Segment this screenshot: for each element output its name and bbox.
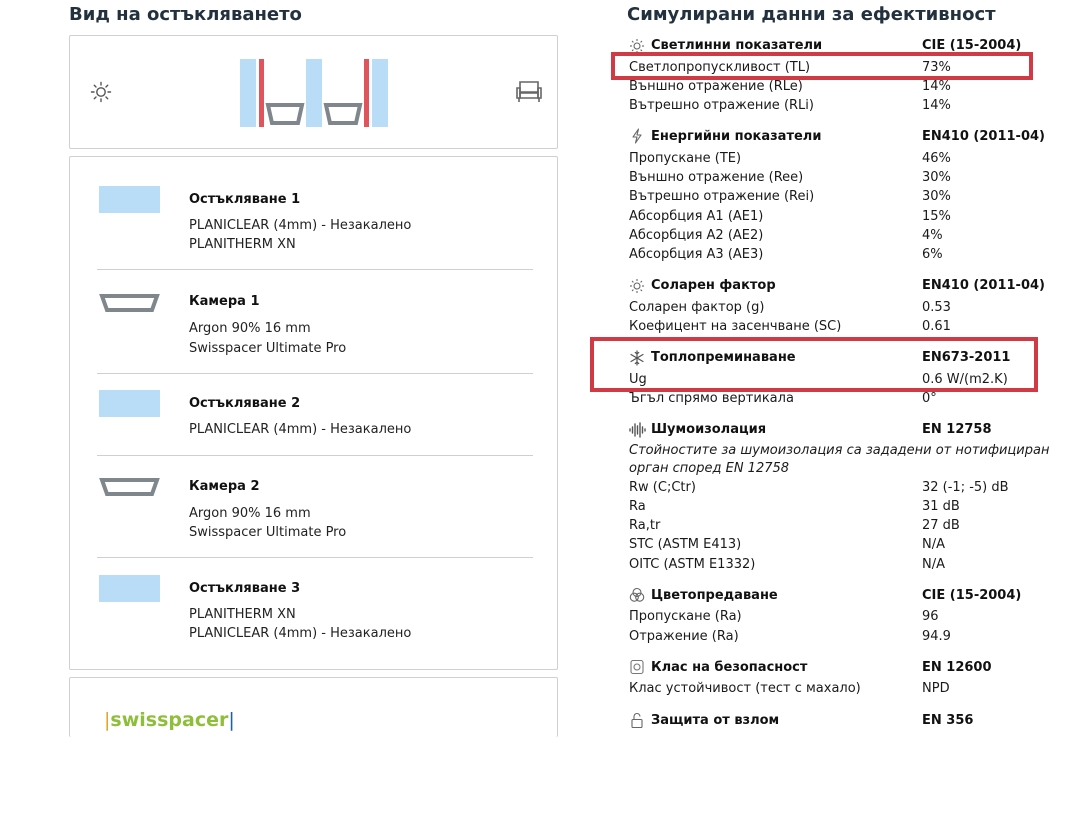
metric-label: Rw (C;Ctr) [629, 480, 696, 495]
metric-value: 73% [922, 60, 951, 75]
metric-label: Ug [629, 372, 647, 387]
metric-value: 0.53 [922, 300, 951, 315]
section-title: Топлопреминаване [651, 350, 796, 365]
glazing-preview-panel [69, 35, 558, 149]
spacer-swatch [99, 476, 160, 498]
spacer-1 [268, 105, 302, 123]
section-note: орган според EN 12758 [629, 461, 790, 476]
metric-label: Външно отражение (Ree) [629, 170, 804, 185]
shield-icon [629, 659, 645, 679]
metric-value: 30% [922, 170, 951, 185]
section-title: Енергийни показатели [651, 129, 822, 144]
metric-label: Пропускане (Ra) [629, 609, 742, 624]
metric-value: 94.9 [922, 629, 951, 644]
component-detail: PLANICLEAR (4mm) - Незакалено [189, 422, 412, 437]
section-title: Соларен фактор [651, 278, 776, 293]
metric-value: 14% [922, 79, 951, 94]
section-standard: EN 12600 [922, 660, 992, 675]
component-detail: Swisspacer Ultimate Pro [189, 525, 347, 540]
highlight-box-light-transmission [611, 52, 1033, 80]
section-title: Защита от взлом [651, 713, 780, 728]
component-detail: PLANITHERM XN [189, 607, 296, 622]
component-detail: Argon 90% 16 mm [189, 506, 311, 521]
component-chamber-1 [70, 270, 557, 370]
component-title: Камера 1 [189, 294, 260, 309]
spacer-2 [326, 105, 360, 123]
section-title: Шумоизолация [651, 422, 767, 437]
metric-value: 27 dB [922, 518, 960, 533]
glass-pane-1 [240, 59, 256, 127]
glass-pane-2 [306, 59, 322, 127]
metric-label: Соларен фактор (g) [629, 300, 765, 315]
lock-icon [629, 712, 645, 733]
performance-data-title: Симулирани данни за ефективност [627, 4, 996, 25]
metric-value: N/A [922, 557, 945, 572]
glazing-view-title: Вид на остъкляването [69, 4, 302, 25]
metric-value: 0° [922, 391, 937, 406]
metric-value: NPD [922, 681, 950, 696]
section-standard: CIE (15-2004) [922, 38, 1022, 53]
section-title: Цветопредаване [651, 588, 778, 603]
component-detail: Swisspacer Ultimate Pro [189, 341, 347, 356]
metric-label: Вътрешно отражение (Rei) [629, 189, 815, 204]
glazing-components-panel [69, 156, 558, 670]
component-title: Остъкляване 1 [189, 192, 301, 207]
component-detail: PLANICLEAR (4mm) - Незакалено [189, 218, 412, 233]
metric-value: 6% [922, 247, 943, 262]
section-title: Клас на безопасност [651, 660, 808, 675]
section-standard: EN 12758 [922, 422, 992, 437]
component-detail: Argon 90% 16 mm [189, 321, 311, 336]
metric-value: 0.61 [922, 319, 951, 334]
metric-label: Светлопропускливост (TL) [629, 60, 811, 75]
component-title: Камера 2 [189, 479, 260, 494]
component-title: Остъкляване 3 [189, 581, 301, 596]
metric-value: N/A [922, 537, 945, 552]
coating-1 [259, 59, 264, 127]
metric-value: 0.6 W/(m2.K) [922, 372, 1008, 387]
section-standard: EN673-2011 [922, 350, 1011, 365]
soundwave-icon [629, 422, 647, 442]
metric-label: Ra,tr [629, 518, 661, 533]
glass-swatch [99, 390, 160, 417]
highlight-box-thermal [590, 337, 1038, 392]
metric-label: STC (ASTM E413) [629, 537, 742, 552]
component-glass-1 [70, 157, 557, 257]
coating-3 [364, 59, 369, 127]
lightning-icon [629, 128, 645, 148]
metric-value: 96 [922, 609, 939, 624]
metric-label: Пропускане (TE) [629, 151, 742, 166]
metric-label: Ъгъл спрямо вертикала [629, 391, 794, 406]
spacer-swatch [99, 292, 160, 314]
component-title: Остъкляване 2 [189, 396, 301, 411]
metric-label: OITC (ASTM E1332) [629, 557, 756, 572]
section-standard: CIE (15-2004) [922, 588, 1022, 603]
component-detail: PLANICLEAR (4mm) - Незакалено [189, 626, 412, 641]
metric-label: Вътрешно отражение (RLi) [629, 98, 814, 113]
component-glass-3 [70, 558, 557, 658]
glass-swatch [99, 186, 160, 213]
section-standard: EN 356 [922, 713, 974, 728]
component-detail: PLANITHERM XN [189, 237, 296, 252]
metric-value: 15% [922, 209, 951, 224]
metric-value: 32 (-1; -5) dB [922, 480, 1009, 495]
metric-label: Абсорбция А2 (AE2) [629, 228, 764, 243]
section-standard: EN410 (2011-04) [922, 129, 1045, 144]
metric-value: 30% [922, 189, 951, 204]
section-title: Светлинни показатели [651, 38, 823, 53]
glass-swatch [99, 575, 160, 602]
metric-value: 4% [922, 228, 943, 243]
metric-value: 46% [922, 151, 951, 166]
armchair-icon [514, 76, 544, 110]
section-note: Стойностите за шумоизолация са зададени от нотифициран [629, 443, 1050, 458]
metric-label: Ra [629, 499, 646, 514]
section-standard: EN410 (2011-04) [922, 278, 1045, 293]
metric-label: Абсорбция А3 (AE3) [629, 247, 764, 262]
component-chamber-2 [70, 456, 557, 556]
metric-label: Отражение (Ra) [629, 629, 739, 644]
sun-icon [90, 81, 112, 107]
supplier-logo-panel [69, 677, 558, 737]
glass-pane-3 [372, 59, 388, 127]
metric-label: Абсорбция А1 (AE1) [629, 209, 764, 224]
glazing-cross-section-diagram [238, 57, 390, 129]
metric-value: 31 dB [922, 499, 960, 514]
metric-label: Външно отражение (RLe) [629, 79, 803, 94]
swisspacer-logo: |swisspacer| [104, 709, 235, 731]
metric-label: Клас устойчивост (тест с махало) [629, 681, 861, 696]
sun-icon [629, 278, 645, 298]
metric-value: 14% [922, 98, 951, 113]
color-circles-icon [629, 587, 645, 607]
metric-label: Коефицент на засенчване (SC) [629, 319, 842, 334]
